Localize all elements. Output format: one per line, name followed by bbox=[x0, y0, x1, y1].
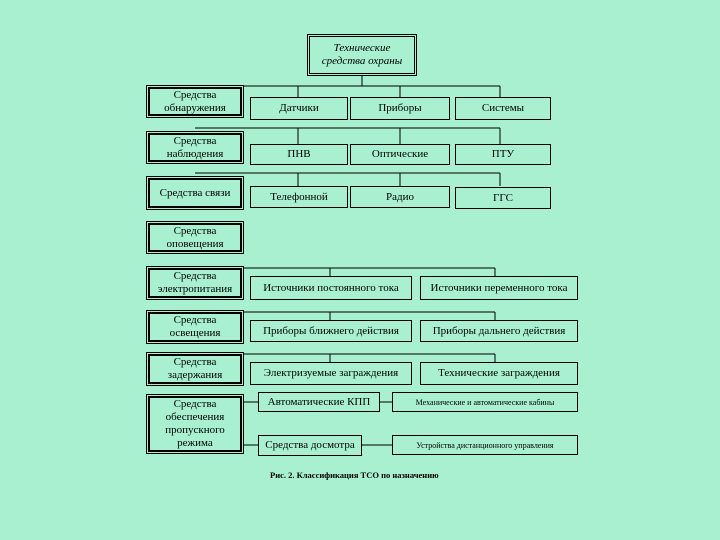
item-label: Механические и автоматические кабины bbox=[415, 397, 555, 407]
category-lighting bbox=[146, 310, 244, 344]
item-label: Автоматические КПП bbox=[267, 395, 371, 408]
item-cabins bbox=[392, 392, 578, 412]
category-label: Средства обеспечения пропускного режима bbox=[165, 398, 225, 449]
item-label: Источники постоянного тока bbox=[263, 281, 399, 294]
item-label: Оптические bbox=[371, 148, 429, 160]
item-electrified-barriers bbox=[250, 362, 412, 385]
category-power bbox=[146, 266, 244, 300]
item-telephone bbox=[250, 186, 348, 208]
root-box bbox=[307, 34, 417, 76]
item-systems bbox=[455, 97, 551, 120]
item-label: Средства досмотра bbox=[265, 439, 355, 451]
item-ac-sources bbox=[420, 276, 578, 300]
item-automatic-checkpoints bbox=[258, 392, 380, 412]
category-warning bbox=[146, 221, 244, 254]
item-label: Технические заграждения bbox=[438, 367, 560, 379]
item-label: ПТУ bbox=[491, 148, 515, 160]
category-label: Средства освещения bbox=[169, 314, 221, 339]
item-label: ПНВ bbox=[287, 148, 311, 160]
category-communication bbox=[146, 176, 244, 210]
category-label: Средства связи bbox=[159, 186, 231, 199]
item-devices bbox=[350, 97, 450, 120]
item-label: ГГС bbox=[493, 191, 513, 204]
item-label: Устройства дистанционного управления bbox=[416, 440, 554, 450]
item-ggs bbox=[455, 187, 551, 209]
item-inspection bbox=[258, 435, 362, 456]
category-label: Средства наблюдения bbox=[166, 134, 224, 160]
item-label: Источники переменного тока bbox=[430, 281, 568, 294]
figure-caption: Рис. 2. Классификация ТСО по назначению bbox=[270, 470, 439, 480]
category-detection bbox=[146, 85, 244, 118]
item-optical bbox=[350, 144, 450, 165]
item-remote-control bbox=[392, 435, 578, 455]
item-pnv bbox=[250, 144, 348, 165]
item-ptu bbox=[455, 144, 551, 165]
item-label: Системы bbox=[481, 102, 525, 114]
item-dc-sources bbox=[250, 276, 412, 300]
category-label: Средства электропитания bbox=[157, 270, 233, 295]
item-label: Приборы ближнего действия bbox=[263, 324, 399, 337]
item-near-range bbox=[250, 320, 412, 342]
item-label: Радио bbox=[386, 190, 414, 203]
item-label: Приборы дальнего действия bbox=[432, 324, 566, 337]
category-detention bbox=[146, 352, 244, 386]
category-label: Средства оповещения bbox=[166, 224, 224, 250]
category-label: Средства обнаружения bbox=[164, 88, 226, 114]
item-label: Электризуемые заграждения bbox=[263, 367, 399, 379]
category-observation bbox=[146, 131, 244, 164]
item-far-range bbox=[420, 320, 578, 342]
item-radio bbox=[350, 186, 450, 208]
item-sensors bbox=[250, 97, 348, 120]
item-label: Приборы bbox=[378, 102, 422, 114]
item-label: Датчики bbox=[279, 102, 319, 114]
root-label: Технические средства охраны bbox=[321, 42, 403, 67]
category-label: Средства задержания bbox=[167, 356, 223, 381]
category-access-control bbox=[146, 394, 244, 454]
item-label: Телефонной bbox=[270, 190, 328, 203]
item-technical-barriers bbox=[420, 362, 578, 385]
